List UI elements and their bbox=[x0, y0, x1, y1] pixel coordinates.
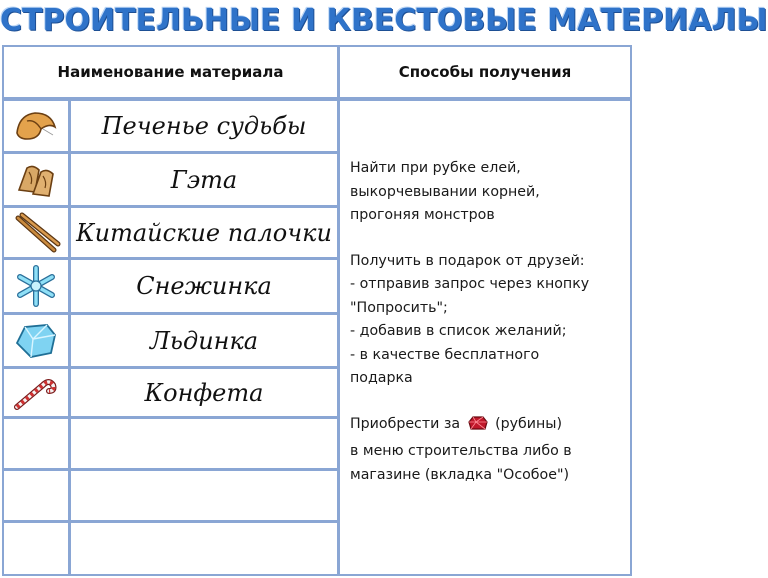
method-line: магазине (вкладка "Особое") bbox=[350, 466, 570, 483]
material-name: Конфета bbox=[71, 369, 337, 416]
method-text: (рубины) bbox=[495, 415, 563, 432]
method-line: выкорчевывании корней, bbox=[350, 183, 540, 200]
header-name-column: Наименование материала bbox=[4, 47, 337, 97]
material-icon-cell bbox=[4, 260, 68, 312]
material-icon-cell bbox=[4, 369, 68, 416]
method-line: - отправив запрос через кнопку bbox=[350, 276, 590, 292]
material-name: Гэта bbox=[71, 154, 337, 205]
empty-cell bbox=[4, 419, 68, 468]
candy-cane-icon bbox=[13, 375, 59, 411]
ruby-icon bbox=[467, 414, 489, 441]
chopsticks-icon bbox=[12, 212, 60, 254]
material-name: Снежинка bbox=[71, 260, 337, 312]
method-line: - добавив в список желаний; bbox=[350, 323, 567, 339]
page-title: СТРОИТЕЛЬНЫЕ И КВЕСТОВЫЕ МАТЕРИАЛЫ bbox=[0, 3, 768, 38]
material-icon-cell bbox=[4, 154, 68, 205]
geta-icon bbox=[13, 160, 59, 200]
material-icon-cell bbox=[4, 101, 68, 151]
methods-cell bbox=[340, 101, 630, 574]
method-line: подарка bbox=[350, 370, 413, 386]
material-icon-cell bbox=[4, 315, 68, 366]
method-paragraph-find bbox=[350, 157, 620, 228]
materials-table bbox=[2, 45, 632, 576]
empty-cell bbox=[71, 419, 337, 468]
method-line: "Попросить"; bbox=[350, 299, 448, 316]
material-icon-cell bbox=[4, 208, 68, 257]
material-name: Китайские палочки bbox=[71, 208, 337, 257]
method-paragraph-gift bbox=[350, 250, 620, 391]
method-line: Получить в подарок от друзей: bbox=[350, 252, 585, 269]
method-line: Найти при рубке елей, bbox=[350, 160, 521, 176]
method-paragraph-buy bbox=[350, 413, 620, 488]
ice-cube-icon bbox=[13, 321, 59, 361]
material-name: Льдинка bbox=[71, 315, 337, 366]
method-line: в меню строительства либо в bbox=[350, 443, 572, 459]
empty-cell bbox=[4, 523, 68, 574]
method-line: прогоняя монстров bbox=[350, 207, 495, 223]
method-text: Приобрести за bbox=[350, 415, 461, 432]
method-line: - в качестве бесплатного bbox=[350, 346, 540, 363]
empty-cell bbox=[71, 471, 337, 520]
fortune-cookie-icon bbox=[13, 107, 59, 145]
snowflake-icon bbox=[14, 264, 58, 308]
material-name: Печенье судьбы bbox=[71, 101, 337, 151]
empty-cell bbox=[4, 471, 68, 520]
method-line bbox=[350, 413, 620, 441]
header-methods-column: Способы получения bbox=[340, 47, 630, 97]
empty-cell bbox=[71, 523, 337, 574]
